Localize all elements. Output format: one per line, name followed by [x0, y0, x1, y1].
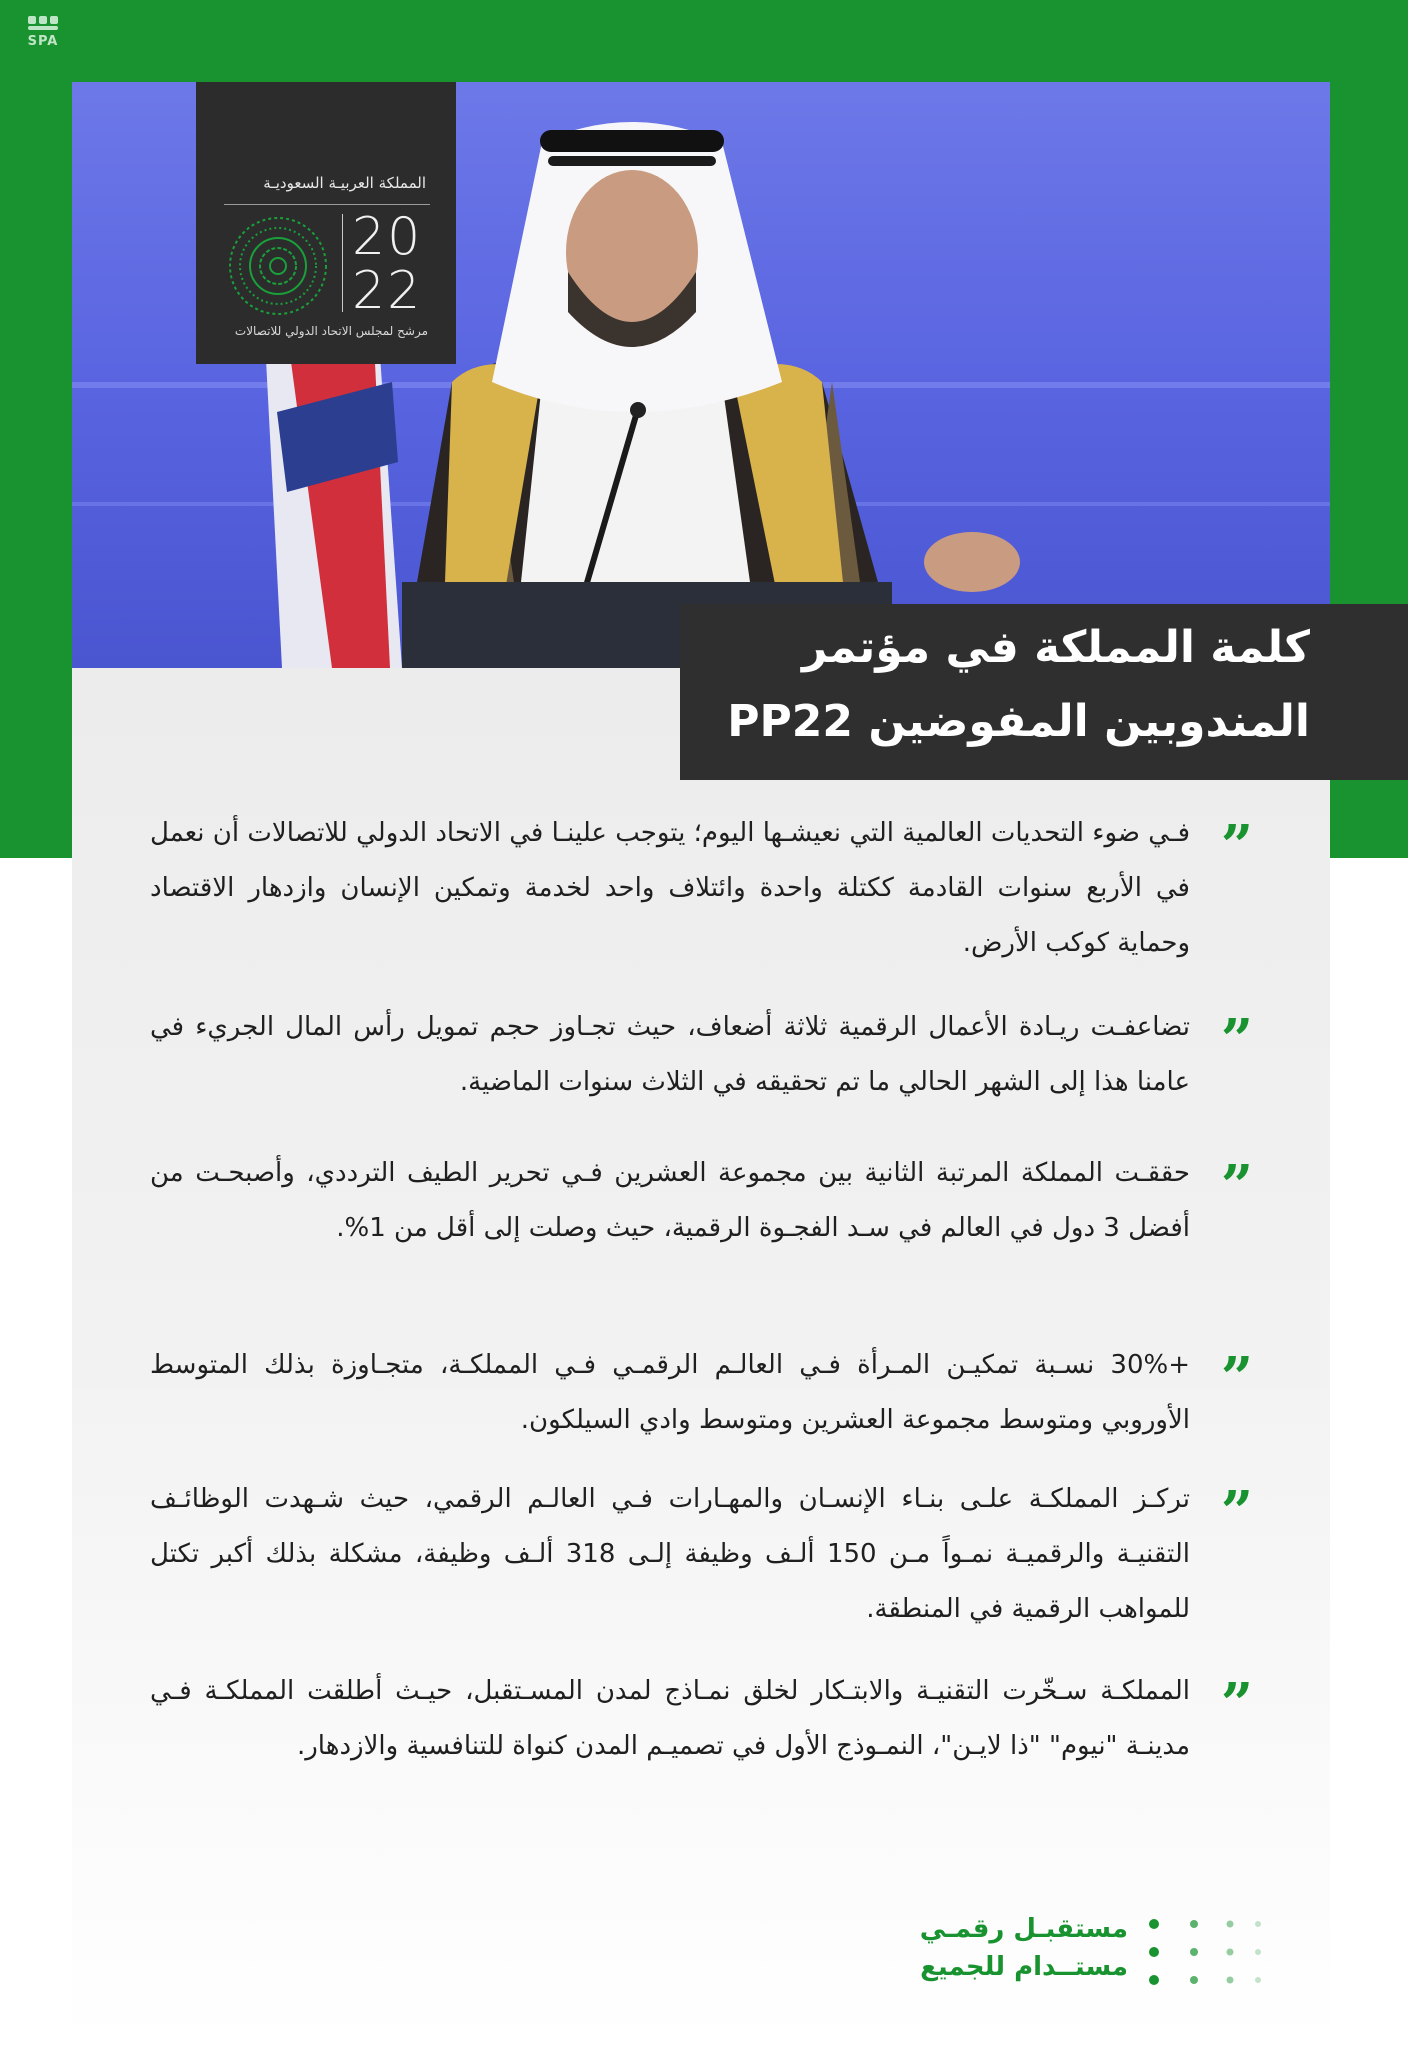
emblem-subtitle: مرشح لمجلس الاتحاد الدولي للاتصالات	[234, 324, 428, 338]
emblem-divider	[224, 204, 430, 205]
headline-box	[680, 604, 1408, 780]
statement-paragraph: +30% نسـبة تمكيـن المـرأة فـي العالـم الرقمـي فـي المملكـة، متجـاوزة بذلك المتوسط الأوروبي ومتوسط مجموعة العشرين ومتوسط وادي السيلكون.	[150, 1350, 1190, 1435]
emblem-year	[352, 207, 442, 321]
statement-paragraph: فـي ضوء التحديات العالمية التي نعيشـها اليوم؛ يتوجب علينـا في الاتحاد الدولي للاتصالات أن نعمل في الأربع سنوات القادمة ككتلة واحدة وائتلاف واحد لخدمة وتمكين الإنسان وازدهار الاقتصاد وحماية كوكب الأرض.	[150, 818, 1190, 958]
statement-paragraph: حققـت المملكة المرتبة الثانية بين مجموعة العشرين فـي تحرير الطيف الترددي، وأصبحـت من أفضل 3 دول في العالم في سـد الفجـوة الرقمية، حيث وصلت إلى أقل من 1%.	[150, 1158, 1190, 1243]
footer-tagline-line-2: مستــدام للجميع	[920, 1952, 1128, 1982]
spa-logo	[18, 14, 68, 48]
emblem-year-top: 20	[352, 207, 423, 267]
emblem-title: المملكة العربيـة السعوديـة	[263, 174, 426, 192]
headline-line-1: كلمة المملكة في مؤتمر	[801, 622, 1310, 673]
quote-mark-icon	[1220, 1158, 1254, 1184]
pp22-candidacy-emblem	[196, 82, 456, 364]
concentric-circles-icon	[220, 214, 336, 318]
statement-paragraph: تضاعفـت ريـادة الأعمال الرقمية ثلاثة أضعاف، حيث تجـاوز حجم تمويل رأس المال الجريء في عامنا هذا إلى الشهر الحالي ما تم تحقيقه في الثلاث سنوات الماضية.	[150, 1012, 1190, 1097]
palm-swords-icon	[18, 14, 68, 36]
speaker-photo	[72, 82, 1330, 668]
emblem-vertical-divider	[342, 214, 343, 312]
spa-logo-text: SPA	[27, 34, 59, 49]
headline-line-2: المندوبين المفوضين PP22	[727, 696, 1310, 747]
dot-grid-decoration	[1142, 1914, 1262, 1990]
statement-paragraph: تركـز المملكـة علـى بنـاء الإنسـان والمهـارات فـي العالـم الرقمي، حيث شـهدت الوظائـف التقنيـة والرقميـة نمـواً مـن 150 ألـف وظيفة إلـى 318 ألـف وظيفة، مشكلة بذلك أكبر تكتل للمواهب الرقمية في المنطقة.	[150, 1484, 1190, 1624]
quote-mark-icon	[1220, 1676, 1254, 1702]
statement-paragraph: المملكـة سـخّرت التقنيـة والابتـكار لخلق نمـاذج لمدن المسـتقبل، حيـث أطلقت المملكـة فـي مدينـة "نيوم" "ذا لايـن"، النمـوذج الأول في تصميـم المدن كنواة للتنافسية والازدهار.	[150, 1676, 1190, 1761]
quote-mark-icon	[1220, 1012, 1254, 1038]
quote-mark-icon	[1220, 1484, 1254, 1510]
emblem-year-bottom: 22	[352, 261, 423, 321]
footer-tagline-line-1: مستقبـل رقمـي	[919, 1914, 1128, 1944]
quote-mark-icon	[1220, 818, 1254, 844]
quote-mark-icon	[1220, 1350, 1254, 1376]
